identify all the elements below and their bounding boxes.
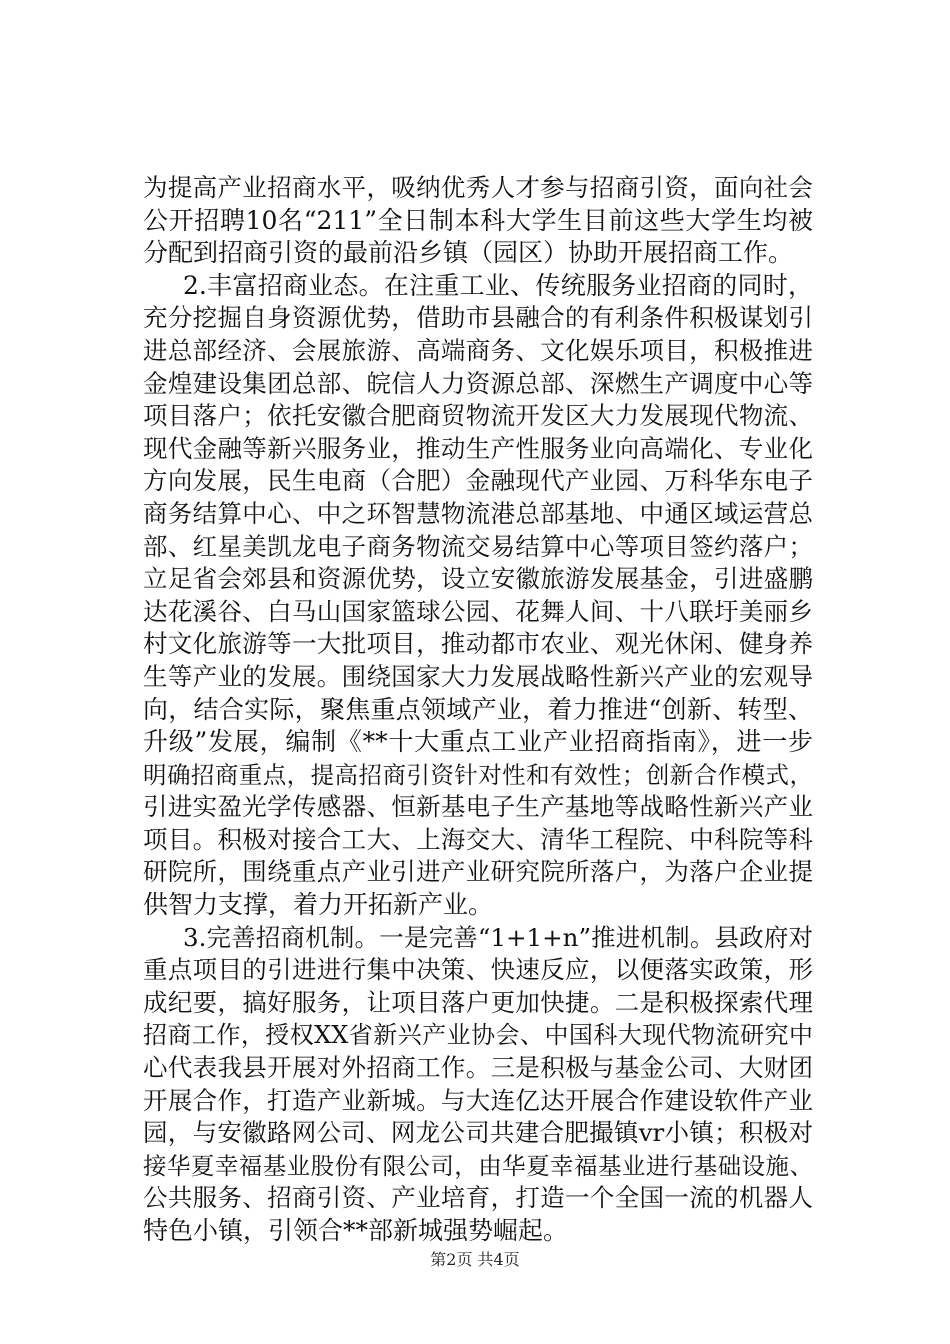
text-line: 为提高产业招商水平，吸纳优秀人才参与招商引资，面向社会 xyxy=(143,173,813,202)
text-line: 3.完善招商机制。一是完善“1+1+n”推进机制。县政府对 xyxy=(183,922,813,952)
text-line: 接华夏幸福基业股份有限公司，由华夏幸福基业进行基础设施、 xyxy=(143,1151,813,1180)
text-line: 生等产业的发展。围绕国家大力发展战略性新兴产业的宏观导 xyxy=(143,661,813,691)
text-line: 招商工作，授权XX省新兴产业协会、中国科大现代物流研究中 xyxy=(143,1021,813,1050)
text-line: 心代表我县开展对外招商工作。三是积极与基金公司、大财团 xyxy=(143,1053,813,1083)
text-line: 引进实盈光学传感器、恒新基电子生产基地等战略性新兴产业 xyxy=(143,792,813,822)
text-line: 园，与安徽路网公司、网龙公司共建合肥撮镇vr小镇；积极对 xyxy=(143,1118,813,1148)
text-line: 分配到招商引资的最前沿乡镇（园区）协助开展招商工作。 xyxy=(143,238,794,268)
text-line: 成纪要，搞好服务，让项目落户更加快捷。二是积极探索代理 xyxy=(143,987,813,1017)
text-line: 立足省会郊县和资源优势，设立安徽旅游发展基金，引进盛鹏 xyxy=(143,564,813,594)
text-line: 达花溪谷、白马山国家篮球公园、花舞人间、十八联圩美丽乡 xyxy=(143,596,813,626)
text-line: 项目落户；依托安徽合肥商贸物流开发区大力发展现代物流、 xyxy=(143,401,813,431)
text-line: 充分挖掘自身资源优势，借助市县融合的有利条件积极谋划引 xyxy=(143,303,813,333)
text-line: 部、红星美凯龙电子商务物流交易结算中心等项目签约落户； xyxy=(143,531,813,561)
text-line: 现代金融等新兴服务业，推动生产性服务业向高端化、专业化 xyxy=(143,433,813,463)
text-line: 升级”发展，编制《**十大重点工业产业招商指南》，进一步 xyxy=(143,727,813,757)
text-line: 金煌建设集团总部、皖信人力资源总部、深燃生产调度中心等 xyxy=(143,368,813,398)
text-line: 村文化旅游等一大批项目，推动都市农业、观光休闲、健身养 xyxy=(143,629,813,659)
text-line: 公共服务、招商引资、产业培育，打造一个全国一流的机器人 xyxy=(143,1183,813,1213)
text-line: 重点项目的引进进行集中决策、快速反应，以便落实政策，形 xyxy=(143,955,813,985)
text-line: 明确招商重点，提高招商引资针对性和有效性；创新合作模式， xyxy=(143,760,813,789)
page-footer: 第2页 共4页 xyxy=(430,1250,520,1269)
text-line: 项目。积极对接合工大、上海交大、清华工程院、中科院等科 xyxy=(143,824,813,854)
text-line: 供智力支撑，着力开拓新产业。 xyxy=(143,890,494,920)
text-line: 特色小镇，引领合**部新城强势崛起。 xyxy=(143,1216,569,1245)
text-line: 公开招聘10名“211”全日制本科大学生目前这些大学生均被 xyxy=(143,205,813,235)
text-line: 向，结合实际，聚焦重点领域产业，着力推进“创新、转型、 xyxy=(143,694,813,724)
text-line: 进总部经济、会展旅游、高端商务、文化娱乐项目，积极推进 xyxy=(143,335,813,365)
body-text xyxy=(143,172,813,1248)
text-line: 商务结算中心、中之环智慧物流港总部基地、中通区域运营总 xyxy=(143,498,813,528)
text-line: 2.丰富招商业态。在注重工业、传统服务业招商的同时， xyxy=(183,270,813,300)
text-line: 开展合作，打造产业新城。与大连亿达开展合作建设软件产业 xyxy=(143,1085,813,1115)
text-line: 方向发展，民生电商（合肥）金融现代产业园、万科华东电子 xyxy=(143,466,813,496)
text-line: 研院所，围绕重点产业引进产业研究院所落户，为落户企业提 xyxy=(143,857,813,887)
